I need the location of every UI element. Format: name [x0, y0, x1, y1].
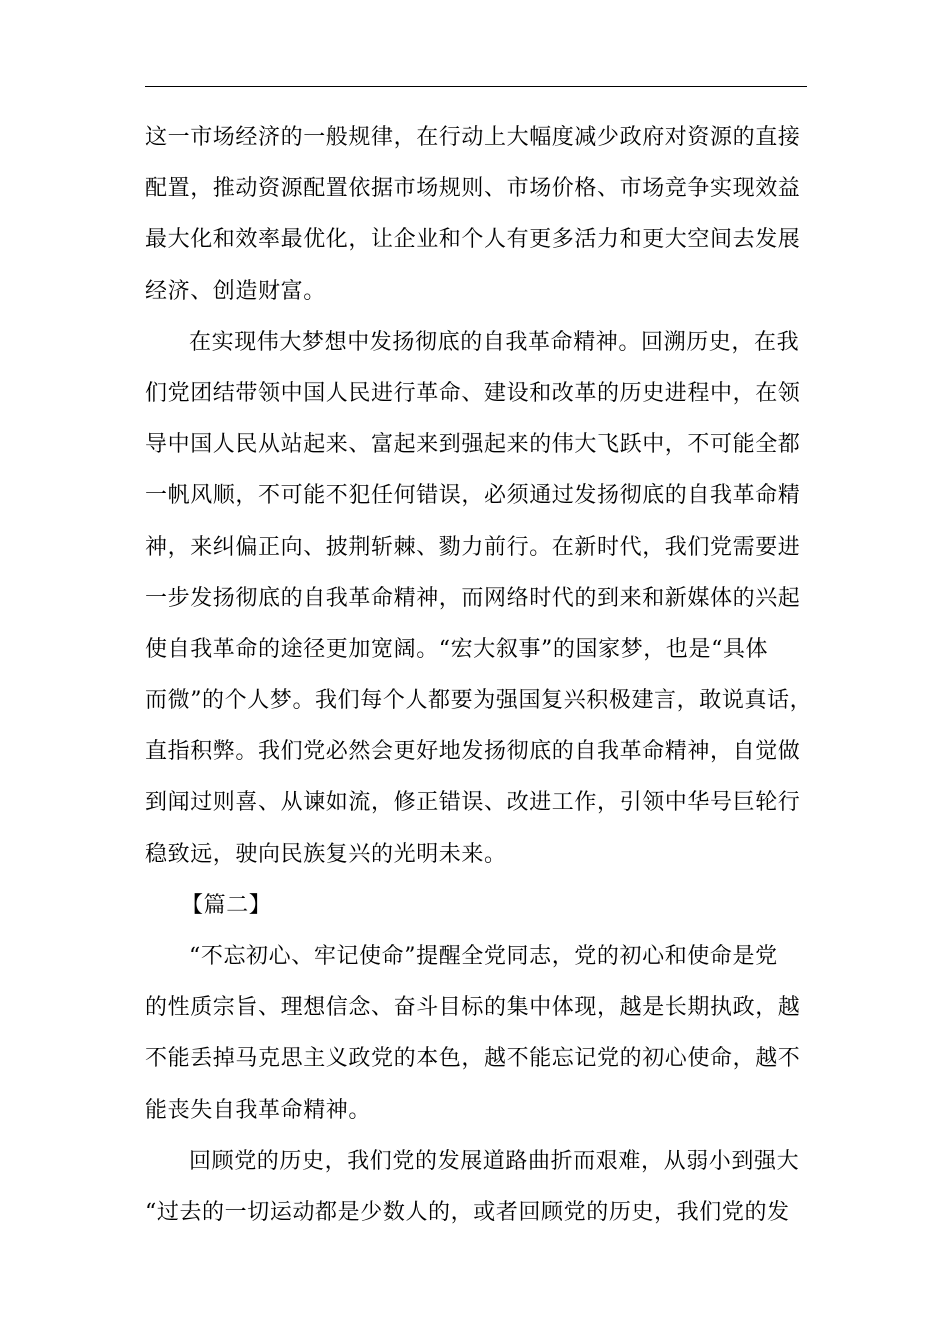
paragraph [145, 323, 825, 886]
section-heading [145, 886, 825, 937]
header-rule [145, 86, 807, 87]
paragraph-line: 这一市场经济的一般规律，在行动上大幅度减少政府对资源的直接 [145, 125, 801, 150]
paragraph-line: 配置，推动资源配置依据市场规则、市场价格、市场竞争实现效益 [145, 176, 801, 202]
paragraph [145, 1142, 825, 1244]
paragraph [145, 937, 825, 1142]
paragraph-line: 在实现伟大梦想中发扬彻底的自我革命精神。回溯历史，在我 [189, 329, 800, 355]
paragraph-line: 一步发扬彻底的自我革命精神，而网络时代的到来和新媒体的兴起 [145, 585, 801, 611]
paragraph-line: “不忘初心、牢记使命”提醒全党同志，党的初心和使命是党 [189, 944, 778, 969]
paragraph-line: “过去的一切运动都是少数人的，或者回顾党的历史，我们党的发 [145, 1199, 790, 1225]
paragraph-line: 而微”的个人梦。我们每个人都要为强国复兴积极建言，敢说真话， [145, 688, 813, 714]
paragraph-line: 们党团结带领中国人民进行革命、建设和改革的历史进程中，在领 [145, 380, 801, 406]
document-body [145, 118, 825, 1244]
paragraph-line: 直指积弊。我们党必然会更好地发扬彻底的自我革命精神，自觉做 [145, 739, 801, 765]
paragraph-line: 稳致远，驶向民族复兴的光明未来。 [145, 841, 507, 867]
paragraph-line: 不能丢掉马克思主义政党的本色，越不能忘记党的初心使命，越不 [145, 1046, 801, 1072]
paragraph-line: 的性质宗旨、理想信念、奋斗目标的集中体现，越是长期执政，越 [145, 995, 801, 1021]
paragraph-line: 最大化和效率最优化，让企业和个人有更多活力和更大空间去发展 [145, 227, 801, 253]
paragraph-line: 能丧失自我革命精神。 [145, 1097, 372, 1123]
paragraph-line: 到闻过则喜、从谏如流，修正错误、改进工作，引领中华号巨轮行 [145, 790, 801, 816]
paragraph-line: 使自我革命的途径更加宽阔。“宏大叙事”的国家梦，也是“具体 [145, 636, 769, 662]
paragraph [145, 118, 825, 323]
paragraph-line: 一帆风顺，不可能不犯任何错误，必须通过发扬彻底的自我革命精 [145, 483, 801, 509]
paragraph-line: 导中国人民从站起来、富起来到强起来的伟大飞跃中，不可能全都 [145, 432, 801, 458]
section-heading-text: 【篇二】 [181, 892, 272, 918]
paragraph-line: 经济、创造财富。 [145, 278, 326, 304]
paragraph-line: 回顾党的历史，我们党的发展道路曲折而艰难，从弱小到强大 [189, 1148, 800, 1174]
paragraph-line: 神，来纠偏正向、披荆斩棘、勠力前行。在新时代，我们党需要进 [145, 534, 801, 560]
